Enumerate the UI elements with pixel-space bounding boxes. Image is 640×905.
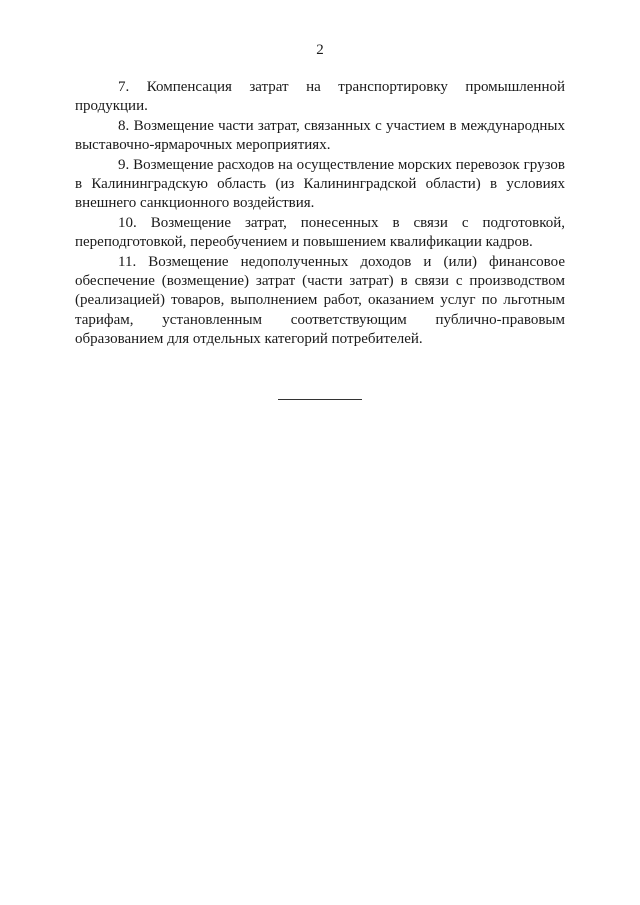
- list-item-10: 10. Возмещение затрат, понесенных в связи с подготовкой, переподготовкой, переобучением и повышением квалификации кадров.: [75, 214, 565, 251]
- document-body: [75, 78, 565, 350]
- list-item-9: 9. Возмещение расходов на осуществление морских перевозок грузов в Калининградскую область (из Калининградской области) в условиях внешнего санкционного воздействия.: [75, 156, 565, 212]
- end-separator-line: [278, 399, 362, 400]
- list-item-8: 8. Возмещение части затрат, связанных с участием в международных выставочно-ярмарочных мероприятиях.: [75, 117, 565, 154]
- page-number: 2: [316, 42, 324, 58]
- list-item-11: 11. Возмещение недополученных доходов и (или) финансовое обеспечение (возмещение) затрат (части затрат) в связи с производством (реализацией) товаров, выполнением работ, оказанием услуг по льготным тарифам, установленным соответствующим публично-правовым образованием для отдельных категорий потребителей.: [75, 253, 565, 348]
- list-item-7: 7. Компенсация затрат на транспортировку промышленной продукции.: [75, 79, 565, 115]
